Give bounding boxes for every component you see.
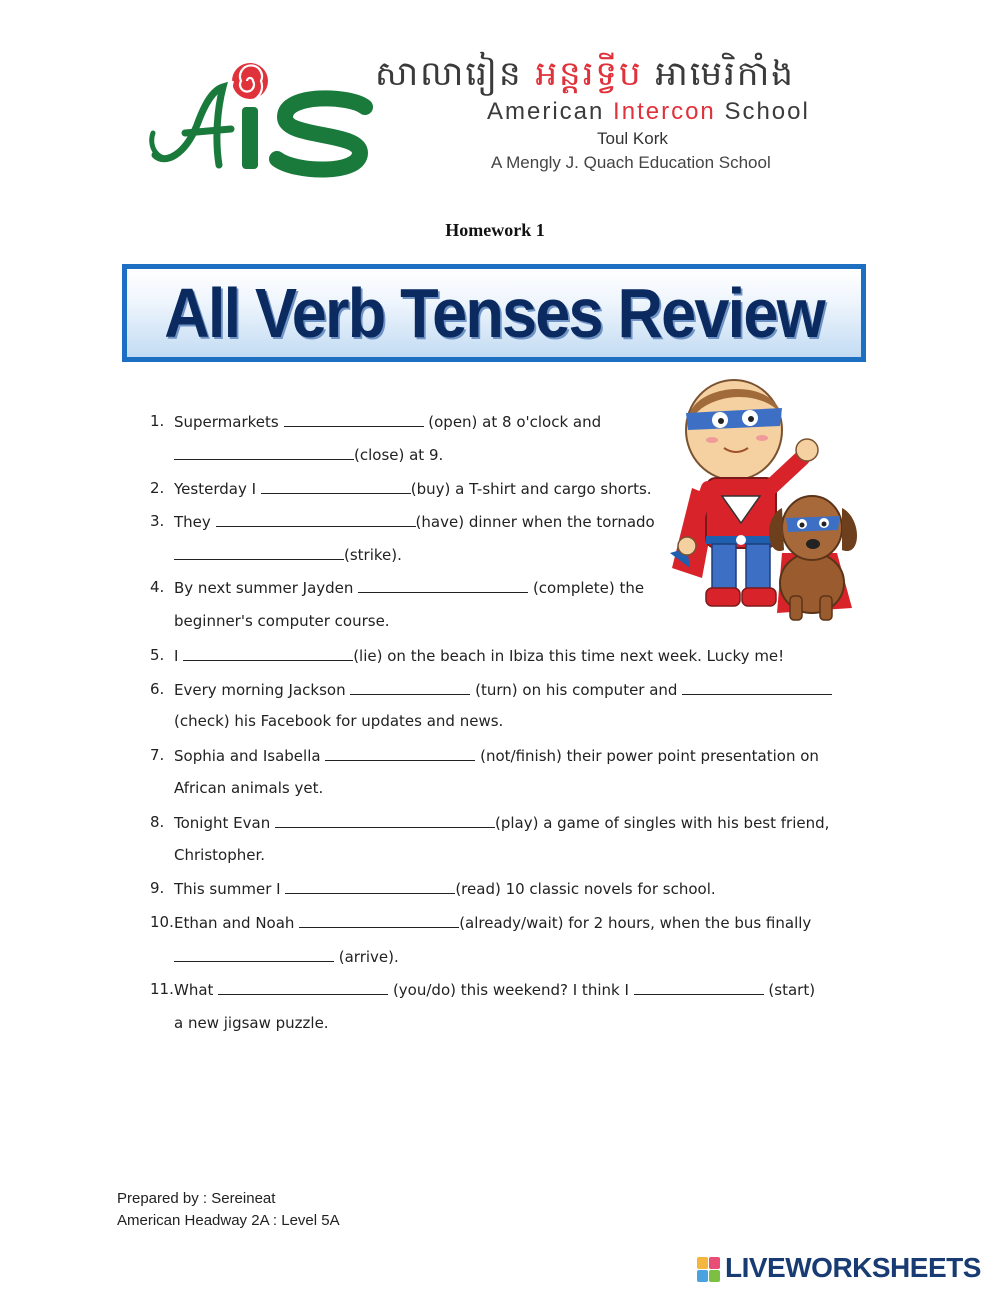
answer-blank[interactable]: [174, 445, 354, 460]
homework-title: Homework 1: [445, 220, 545, 240]
question-7-cont: African animals yet.: [174, 779, 324, 797]
school-name-english: American Intercon School: [487, 98, 810, 125]
liveworksheets-brand: LIVEWORKSHEETS: [725, 1252, 981, 1283]
question-6-cont: (check) his Facebook for updates and news.: [174, 712, 504, 730]
answer-blank[interactable]: [634, 980, 764, 995]
answer-blank[interactable]: [682, 680, 832, 695]
question-11-cont: a new jigsaw puzzle.: [174, 1014, 329, 1032]
answer-blank[interactable]: [218, 980, 388, 995]
answer-blank[interactable]: [285, 879, 455, 894]
school-tagline: A Mengly J. Quach Education School: [491, 153, 771, 172]
question-10-cont: (arrive).: [174, 947, 399, 966]
answer-blank[interactable]: [261, 479, 411, 494]
ais-logo: [145, 55, 380, 180]
prepared-by: Prepared by : Sereineat: [117, 1190, 276, 1207]
title-banner: [122, 264, 866, 362]
question-3-cont: (strike).: [174, 545, 402, 564]
banner-title: All Verb Tenses Review: [164, 274, 824, 352]
liveworksheets-logo-icon: [697, 1257, 721, 1283]
answer-blank[interactable]: [174, 545, 344, 560]
answer-blank[interactable]: [183, 646, 353, 661]
answer-blank[interactable]: [216, 512, 416, 527]
question-1-cont: (close) at 9.: [174, 445, 443, 464]
answer-blank[interactable]: [350, 680, 470, 695]
question-4-cont: beginner's computer course.: [174, 612, 390, 630]
course-level: American Headway 2A : Level 5A: [117, 1212, 340, 1229]
answer-blank[interactable]: [174, 947, 334, 962]
school-name-khmer: សាលារៀន អន្តរទ្វីប អាមេរិកាំង: [375, 54, 795, 94]
question-8-cont: Christopher.: [174, 846, 266, 864]
school-branch: Toul Kork: [597, 129, 668, 148]
answer-blank[interactable]: [325, 746, 475, 761]
answer-blank[interactable]: [284, 412, 424, 427]
answer-blank[interactable]: [299, 913, 459, 928]
answer-blank[interactable]: [275, 813, 495, 828]
answer-blank[interactable]: [358, 578, 528, 593]
superhero-boy-and-dog-illustration: [662, 368, 867, 623]
